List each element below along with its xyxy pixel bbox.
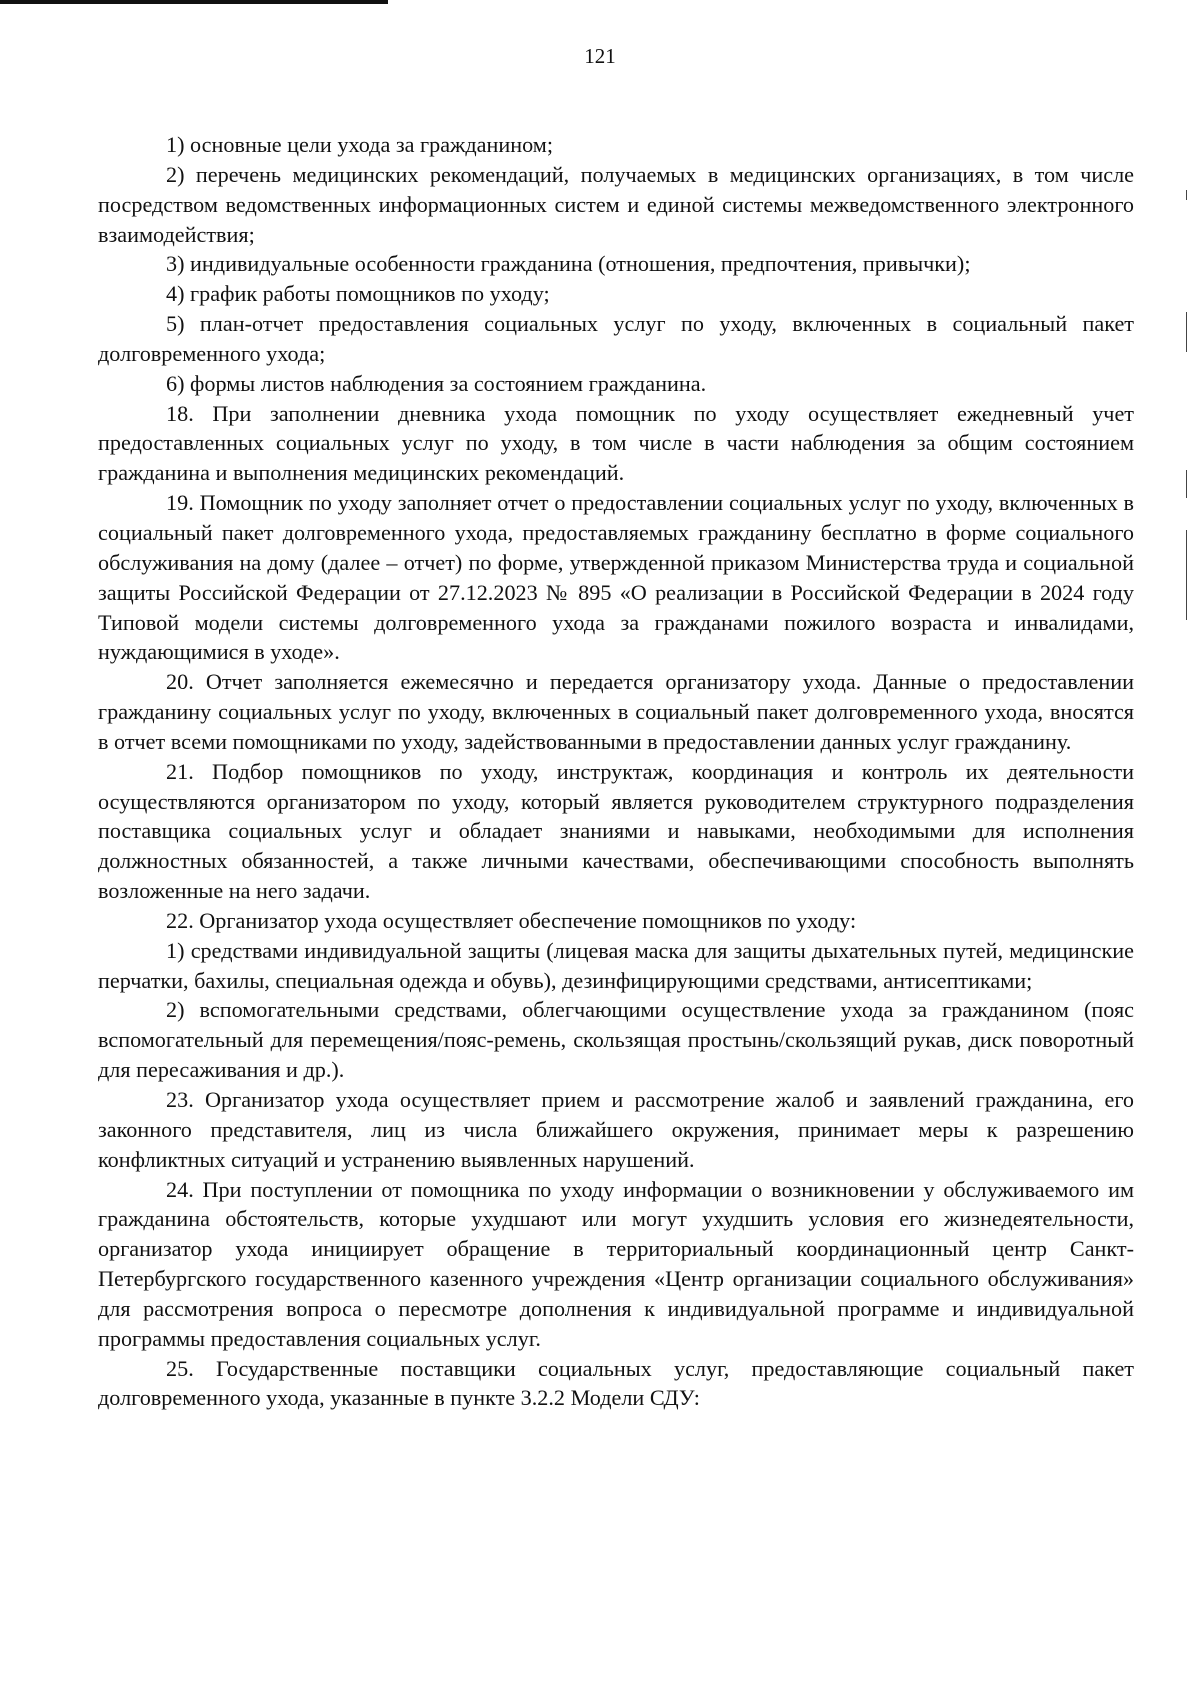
list-item-5-plan-report: 5) план-отчет предоставления социальных услуг по уходу, включенных в социальный пакет долговременного ухода; <box>98 311 1134 366</box>
paragraph-22-item-1: 1) средствами индивидуальной защиты (лицевая маска для защиты дыхательных путей, медицинские перчатки, бахилы, специальная одежда и обувь), дезинфицирующими средствами, антисептиками; <box>98 937 1134 993</box>
paragraph-24: 24. При поступлении от помощника по уходу информации о возникновении у обслуживаемого им гражданина обстоятельств, которые ухудшают или могут ухудшить условия его жизнедеятельности, организатор ухода инициирует обращение в территориальный координационный центр Санкт-Петербургского государственного казенного учреждения «Центр организации социального обслуживания» для рассмотрения вопроса о пересмотре дополнения к индивидуальной программе и индивидуальной программы предоставления социальных услуг. <box>98 1176 1134 1351</box>
paragraph-22: 22. Организатор ухода осуществляет обеспечение помощников по уходу: <box>166 907 857 933</box>
scan-margin-mark <box>1186 312 1187 352</box>
document-body <box>98 130 1134 1413</box>
paragraph-20: 20. Отчет заполняется ежемесячно и передается организатору ухода. Данные о предоставлении гражданину социальных услуг по уходу, включенных в социальный пакет долговременного ухода, вносятся в отчет всеми помощниками по уходу, задействованными в предоставлении данных услуг гражданину. <box>98 669 1134 754</box>
page-number: 121 <box>584 44 616 68</box>
paragraph-19: 19. Помощник по уходу заполняет отчет о предоставлении социальных услуг по уходу, включенных в социальный пакет долговременного ухода, предоставляемых гражданину бесплатно в форме социального обслуживания на дому (далее – отчет) по форме, утвержденной приказом Министерства труда и социальной защиты Российской Федерации от 27.12.2023 № 895 «О реализации в Российской Федерации в 2024 году Типовой модели системы долговременного ухода за гражданами пожилого возраста и инвалидами, нуждающимися в уходе». <box>98 490 1134 665</box>
paragraph-22-item-2: 2) вспомогательными средствами, облегчающими осуществление ухода за гражданином (пояс вспомогательный для перемещения/пояс-ремень, скользящая простынь/скользящий рукав, диск поворотный для пересаживания и др.). <box>98 997 1134 1083</box>
list-item-2-medical-recommendations: 2) перечень медицинских рекомендаций, получаемых в медицинских организациях, в том числе посредством ведомственных информационных систем и единой системы межведомственного электронного взаимодействия; <box>98 161 1134 247</box>
paragraph-21: 21. Подбор помощников по уходу, инструктаж, координация и контроль их деятельности осуществляются организатором по уходу, который является руководителем структурного подразделения поставщика социальных услуг и обладает знаниями и навыками, необходимыми для исполнения должностных обязанностей, а также личными качествами, обеспечивающими способность выполнять возложенные на него задачи. <box>98 758 1134 904</box>
list-item-1-care-goals: 1) основные цели ухода за гражданином; <box>166 132 554 157</box>
list-item-6-observation-forms: 6) формы листов наблюдения за состоянием гражданина. <box>166 370 707 396</box>
scan-edge-line <box>0 0 388 4</box>
paragraph-18: 18. При заполнении дневника ухода помощник по уходу осуществляет ежедневный учет предоставленных социальных услуг по уходу, в том числе в части наблюдения за общим состоянием гражданина и выполнения медицинских рекомендаций. <box>98 400 1134 486</box>
paragraph-25: 25. Государственные поставщики социальных услуг, предоставляющие социальный пакет долговременного ухода, указанные в пункте 3.2.2 Модели СДУ: <box>98 1355 1134 1411</box>
list-item-3-individual-features: 3) индивидуальные особенности гражданина (отношения, предпочтения, привычки); <box>166 251 971 277</box>
scan-margin-mark <box>1186 470 1187 498</box>
scan-margin-mark <box>1186 530 1187 620</box>
scan-margin-mark <box>1186 190 1187 200</box>
list-item-4-work-schedule: 4) график работы помощников по уходу; <box>166 281 550 307</box>
paragraph-23: 23. Организатор ухода осуществляет прием и рассмотрение жалоб и заявлений гражданина, его законного представителя, лиц из числа ближайшего окружения, принимает меры к разрешению конфликтных ситуаций и устранению выявленных нарушений. <box>98 1087 1134 1172</box>
